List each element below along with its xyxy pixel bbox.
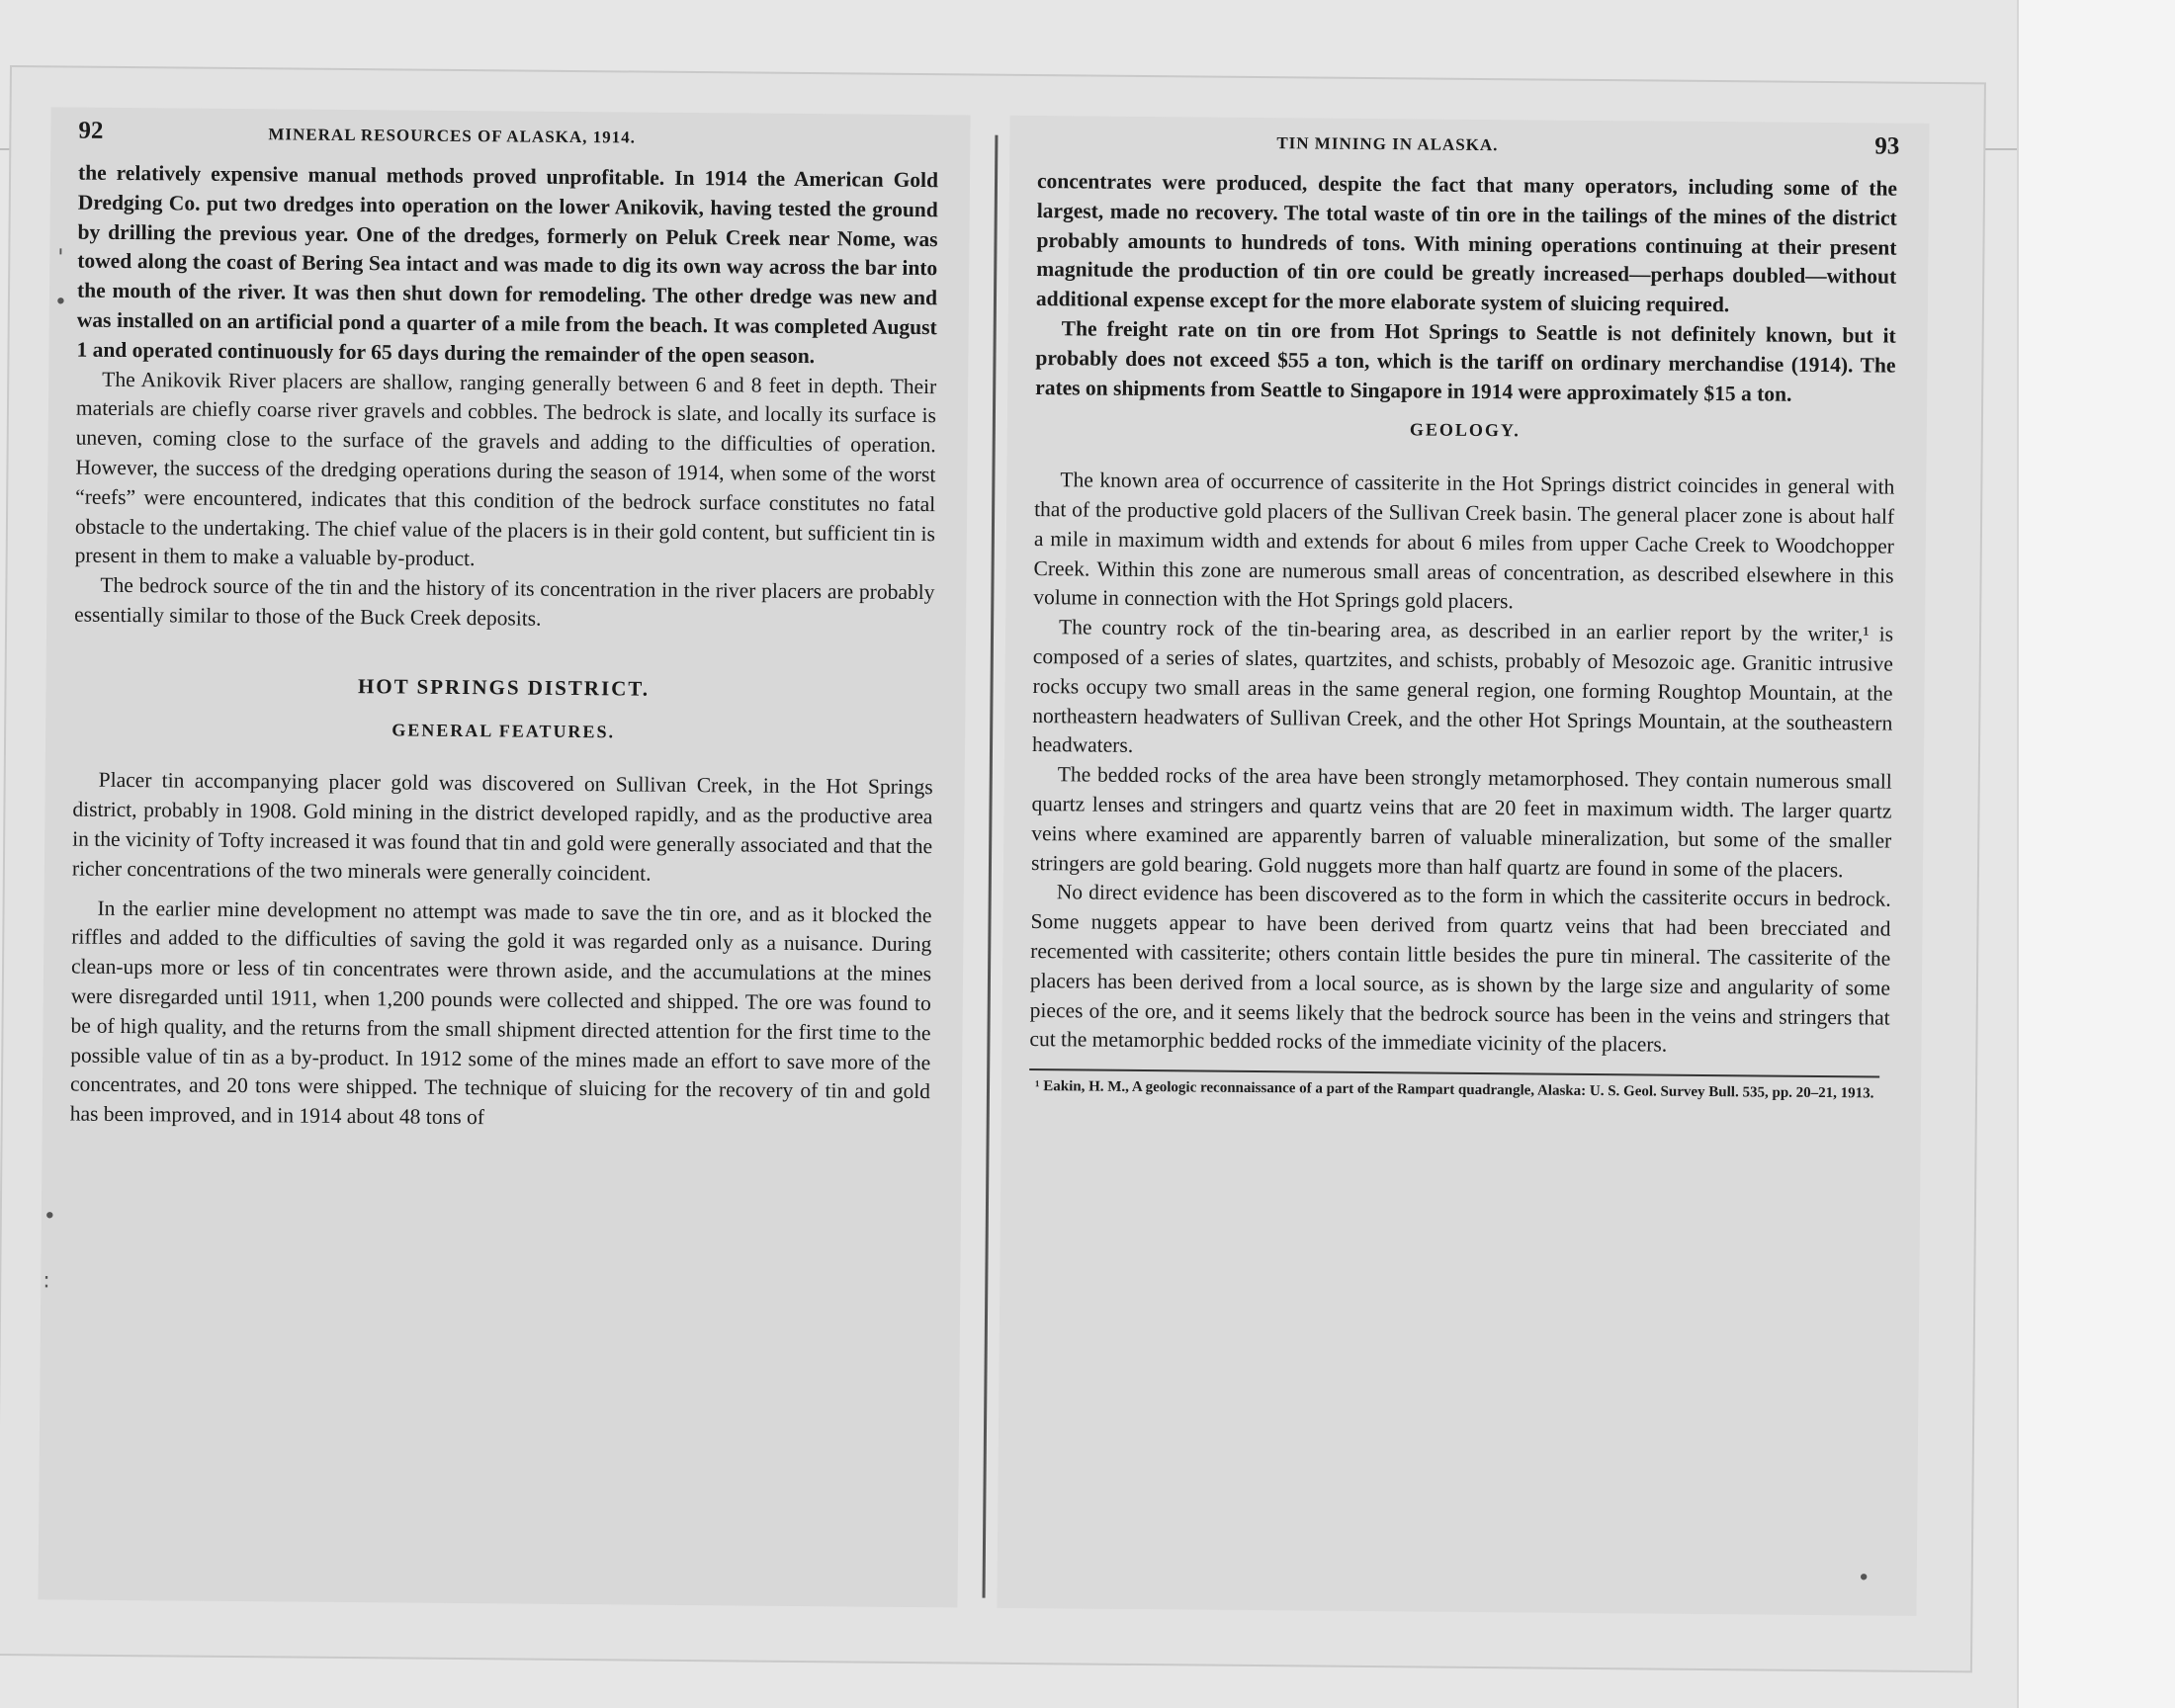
paragraph: The freight rate on tin ore from Hot Springs to Seattle is not definitely known, but it probably does not exceed $55 a ton, which is the tariff on ordinary merchandise (1914). The rates on shipments from Seattle to Singapore in 1914 were approximately $15 a ton. bbox=[1035, 316, 1896, 406]
paragraph: the relatively expensive manual methods proved unprofitable. In 1914 the American Gold Dredging Co. put two dredges into operation on the lower Anikovik, having tested the ground by drilling the previous year. One of the dredges, formerly on Peluk Creek near Nome, was towed along the coast of Bering Sea intact and was made to dig its own way across the bar into the mouth of the river. It was then shut down for remodeling. The other dredge was new and was installed on an artificial pond a quarter of a mile from the beach. It was completed August 1 and operated continuously for 65 days during the remainder of the open season. bbox=[76, 160, 939, 368]
margin-mark: ' bbox=[57, 245, 64, 271]
left-running-title: MINERAL RESOURCES OF ALASKA, 1914. bbox=[268, 125, 637, 147]
paragraph: The bedded rocks of the area have been strongly metamorphosed. They contain numerous small quartz lenses and stringers and quartz veins that are 20 feet in maximum width. The larger quartz veins where examined are apparently barren of valuable mineralization, but some of the smaller stringers are gold bearing. Gold nuggets more than half quartz are found in some of the placers. bbox=[1030, 762, 1892, 882]
right-running-head bbox=[1009, 116, 1929, 175]
paragraph: The Anikovik River placers are shallow, ranging generally between 6 and 8 feet in depth. Their materials are chiefly coarse river gravels and cobbles. The bedrock is slate, and locally its surface is uneven, coming close to the surface of the gravels and adding to the difficulties of operation. However, the success of the dredging operations during the season of 1914, when some of the worst “reefs” were encountered, indicates that this condition of the bedrock surface constitutes no fatal obstacle to the undertaking. The chief value of the placers is in their gold content, but sufficient tin is present in them to make a valuable by-product. bbox=[74, 367, 937, 571]
right-page-body bbox=[1001, 167, 1929, 1104]
margin-mark: • bbox=[1857, 1566, 1870, 1591]
left-page bbox=[38, 107, 970, 1607]
paragraph: The country rock of the tin-bearing area, as described in an earlier report by the writer,¹ is composed of a series of slates, quartzites, and schists, probably of Mesozoic age. Granitic intrusive rocks occupy two small areas in the same general region, one forming Roughtop Mountain, at the northeastern headwaters of Sullivan Creek, and the other Hot Springs Mountain, at the southeastern headwaters. bbox=[1031, 615, 1894, 758]
margin-mark: • bbox=[43, 1204, 56, 1230]
paragraph: No direct evidence has been discovered as to the form in which the cassiterite occurs in bedrock. Some nuggets appear to have been derived from quartz veins that had been brecciated and recemented with cassiterite; others contain little besides the pure tin mineral. The cassiterite of the placers has been derived from a local source, as is shown by the large size and angularity of some pieces of the ore, and it seems likely that the bedrock source has been in the veins and stringers that cut the metamorphic bedded rocks of the immediate vicinity of the placers. bbox=[1029, 880, 1891, 1057]
paragraph: The known area of occurrence of cassiterite in the Hot Springs district coincides in general with that of the productive gold placers of the Sullivan Creek basin. The general placer zone is about half a mile in maximum width and extends for about 6 miles from upper Cache Creek to Woodchopper Creek. Within this zone are numerous small areas of concentration, as described elsewhere in this volume in connection with the Hot Springs gold placers. bbox=[1033, 468, 1895, 614]
paragraph: concentrates were produced, despite the fact that many operators, including some of the largest, made no recovery. The total waste of tin ore in the tailings of the mines of the district probably amounts to hundreds of tons. With mining operations continuing at their present magnitude the production of tin ore could be greatly increased—perhaps doubled—without additional expense except for the more elaborate system of sluicing required. bbox=[1035, 169, 1898, 317]
paragraph: Placer tin accompanying placer gold was discovered on Sullivan Creek, in the Hot Springs district, probably in 1908. Gold mining in the district developed rapidly, and as the productive area in the vicinity of Tofty increased it was found that tin and gold were generally associated and that the richer concentrations of the two minerals were generally coincident. bbox=[71, 768, 933, 886]
left-page-body bbox=[43, 158, 971, 1137]
right-running-title: TIN MINING IN ALASKA. bbox=[1276, 133, 1499, 155]
footnote: ¹ Eakin, H. M., A geologic reconnaissance of a part of the Rampart quadrangle, Alaska: U. S. Geol. Survey Bull. 535, pp. 20–21, 1913. bbox=[1034, 1078, 1874, 1102]
sub-heading-general-features: GENERAL FEATURES. bbox=[392, 719, 616, 741]
paragraph: The bedrock source of the tin and the history of its concentration in the river placers are probably essentially similar to those of the Buck Creek deposits. bbox=[74, 572, 935, 631]
paragraph: In the earlier mine development no attempt was made to save the tin ore, and as it blocked the riffles and added to the difficulties of saving the gold it was regarded only as a nuisance. During clean-ups more or less of tin concentrates were thrown aside, and the accumulations at the mines were disregarded until 1911, when 1,200 pounds were collected and shipped. The ore was found to be of high quality, and the returns from the small shipment directed attention for the first time to the possible value of tin as a by-product. In 1912 some of the mines made an effort to save more of the concentrates, and 20 tons were shipped. The technique of sluicing for the recovery of tin and gold has been improved, and in 1914 about 48 tons of bbox=[69, 896, 932, 1130]
section-heading-geology: GEOLOGY. bbox=[1409, 419, 1521, 441]
section-heading-hot-springs: HOT SPRINGS DISTRICT. bbox=[357, 673, 651, 701]
book-spread bbox=[0, 67, 1984, 1670]
left-page-number: 92 bbox=[78, 117, 104, 144]
left-running-head bbox=[50, 107, 970, 166]
footnote-rule bbox=[1029, 1068, 1879, 1078]
book-gutter bbox=[983, 135, 999, 1598]
right-page-number: 93 bbox=[1874, 132, 1900, 160]
margin-mark: : bbox=[43, 1268, 50, 1294]
scanner-margin bbox=[2017, 0, 2175, 1708]
margin-mark: • bbox=[53, 290, 68, 315]
right-page bbox=[997, 116, 1929, 1616]
